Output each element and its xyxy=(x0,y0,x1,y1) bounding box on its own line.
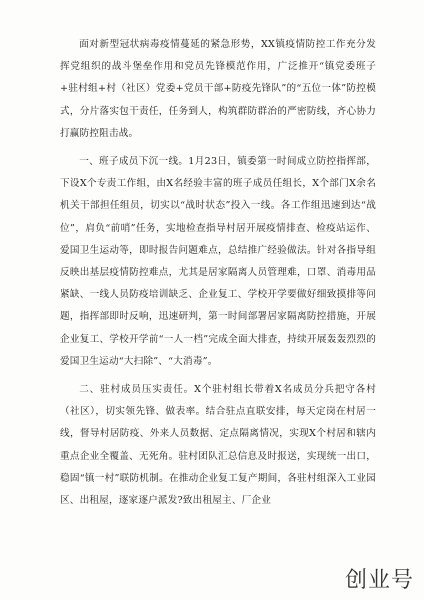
paragraph-section-two: 二、驻村成员压实责任。X个驻村组长带着X名成员分兵把守各村（社区），切实领先锋、做表率。结合驻点直联安排，每天定岗在村居一线，督导村居防疫、外来人员数据、定点隔离情况，实现X个村居和辖内重点企业全覆盖、无死角。驻村团队汇总信息及时报送，实现统一出口，稳固“镇一村”联防机制。在推动企业复工复产期间，各驻村组深入工业园区、出租屋，逐家逐户派发?致出租屋主、厂企业 xyxy=(60,384,376,507)
paragraph-section-one: 一、班子成员下沉一线。1月23日，镇委第一时间成立防控指挥部，下设X个专责工作组，由X名经验丰富的班子成员任组长，X个部门X余名机关干部担任组员，切实以“战时状态”投入一线。各工作组迅速到达“战位”，肩负“前哨”任务，实地检查指导村居开展疫情排查、检疫站运作、爱国卫生运动等，即时报告问题难点，总结推广经验做法。针对各指导组反映出基层疫情防控难点，尤其是居家隔离人员管理难，口罩、消毒用品紧缺、一线人员防疫培训缺乏、企业复工、学校开学要做好细致摸排等问题，指挥部即时反响，迅速研判，第一时间部署居家隔离防控措施，开展企业复工、学校开学前“一人一档”完成全面大排查，持续开展轰轰烈烈的爱国卫生运动“大扫除”、“大消毒”。 xyxy=(60,156,376,367)
document-body xyxy=(60,34,376,518)
paragraph-intro: 面对新型冠状病毒疫情蔓延的紧急形势，XX镇疫情防控工作充分发挥党组织的战斗堡垒作用和党员先锋模范作用，广泛推开“镇党委班子+驻村组+村（社区）党委+党员干部+防疫先锋队”的“五位一体”防控模式，分片落实包干责任，任务到人，构筑群防群治的严密防线，齐心协力打赢防控阻击战。 xyxy=(60,39,376,139)
source-watermark: 创业号 xyxy=(344,568,414,593)
